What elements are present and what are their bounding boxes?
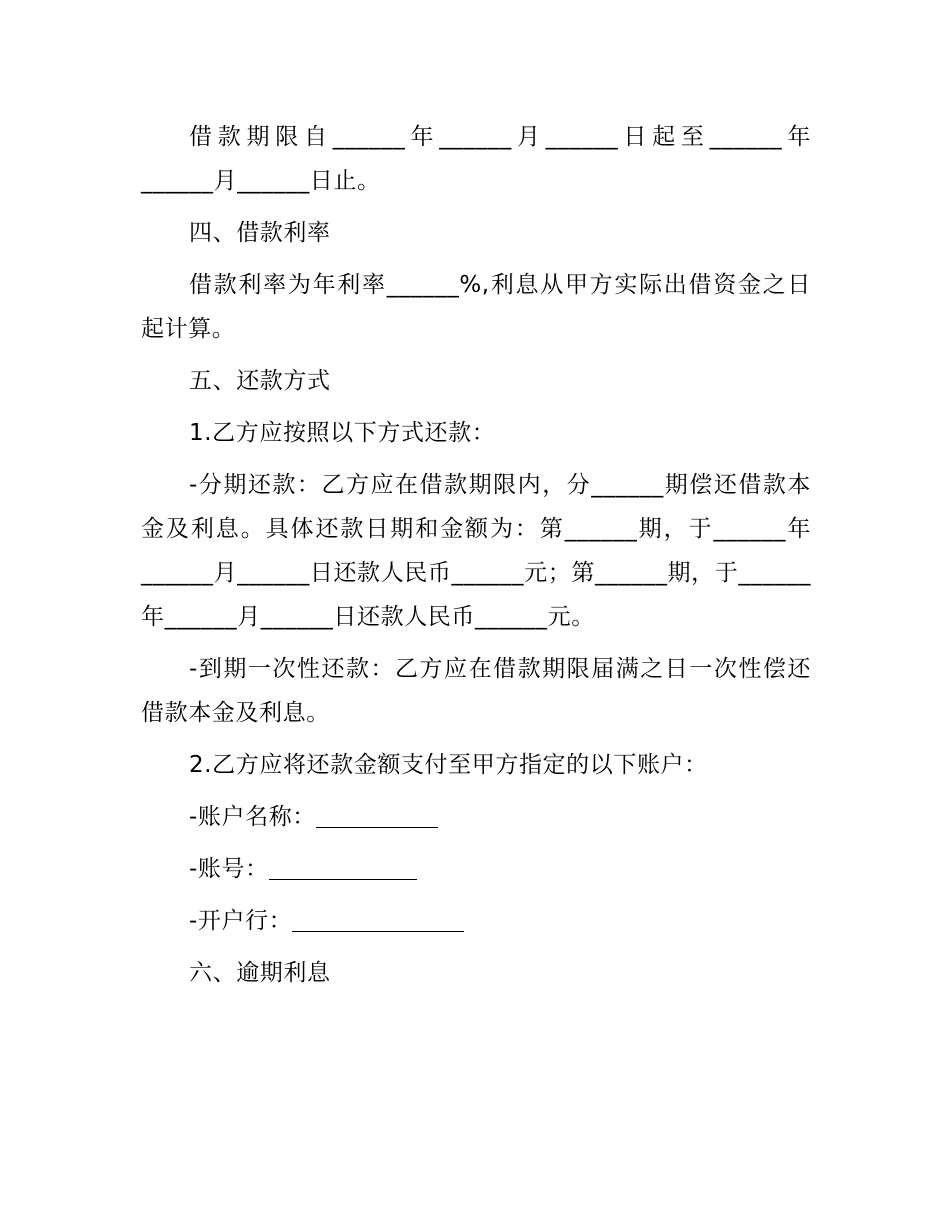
bank-label: -开户行：	[189, 908, 293, 934]
bank-line	[141, 899, 811, 943]
account-name-label: -账户名称：	[189, 804, 316, 830]
account-number-blank	[269, 852, 417, 880]
account-number-line	[141, 847, 811, 891]
lump-sum-repayment-paragraph: -到期一次性还款：乙方应在借款期限届满之日一次性偿还借款本金及利息。	[141, 656, 811, 726]
account-name-line	[141, 795, 811, 839]
account-name-blank	[316, 800, 438, 828]
section-4-heading: 四、借款利率	[189, 220, 331, 246]
payment-account-intro: 2.乙方应将还款金额支付至甲方指定的以下账户：	[189, 752, 708, 778]
account-number-label: -账号：	[189, 856, 269, 882]
installment-repayment-paragraph: -分期还款：乙方应在借款期限内，分______期偿还借款本金及利息。具体还款日期和金额为：第______期，于______年______月______日还款人民币______元；第______期，于______年______月______日还款人民币______元。	[141, 472, 811, 630]
document-body	[141, 115, 811, 1003]
section-6-heading: 六、逾期利息	[189, 960, 331, 986]
section-5-heading: 五、还款方式	[189, 368, 331, 394]
repayment-intro: 1.乙方应按照以下方式还款：	[189, 420, 496, 446]
loan-term-paragraph: 借款期限自______年______月______日起至______年______月______日止。	[141, 124, 811, 194]
bank-blank	[292, 904, 464, 932]
interest-rate-paragraph: 借款利率为年利率______%,利息从甲方实际出借资金之日起计算。	[141, 272, 811, 342]
